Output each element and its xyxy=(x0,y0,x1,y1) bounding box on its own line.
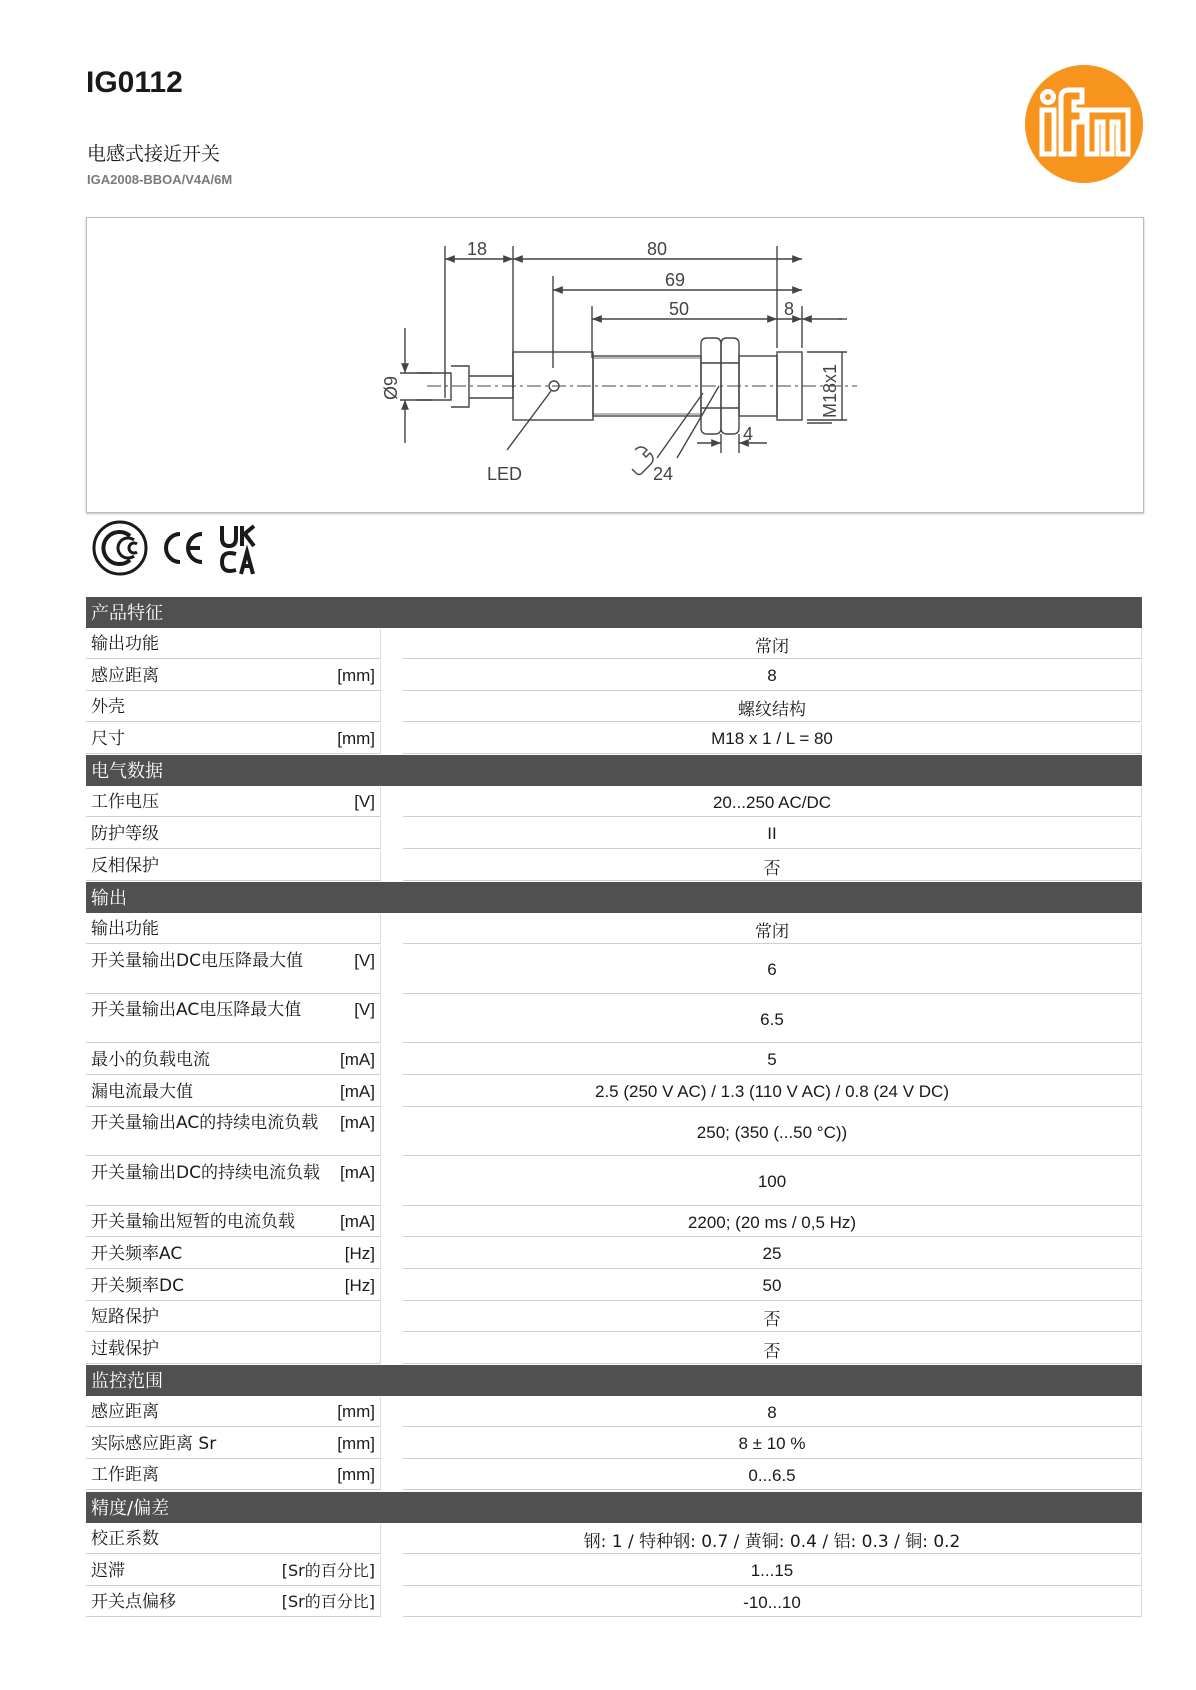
row-unit: [mm] xyxy=(337,728,375,748)
row-label-cell xyxy=(86,1077,381,1107)
dim-diameter: Ø9 xyxy=(381,375,401,400)
row-label: 开关量输出AC的持续电流负载 xyxy=(91,1113,319,1134)
ifm-logo xyxy=(1024,64,1144,184)
row-label-cell xyxy=(86,1271,381,1301)
led-label: LED xyxy=(487,464,523,484)
product-title: IG0112 xyxy=(86,66,183,99)
table-row xyxy=(86,1587,1142,1617)
section-header: 电气数据 xyxy=(86,755,1142,786)
row-label: 开关量输出AC电压降最大值 xyxy=(91,1000,302,1021)
row-label: 实际感应距离 Sr xyxy=(91,1433,217,1454)
dim-8: 8 xyxy=(784,299,795,319)
product-code: IGA2008-BBOA/V4A/6M xyxy=(87,172,233,187)
table-row xyxy=(86,1108,1142,1156)
row-label-cell xyxy=(86,1524,381,1554)
row-value: 2200; (20 ms / 0,5 Hz) xyxy=(403,1207,1142,1237)
row-value: 25 xyxy=(403,1239,1142,1269)
row-label-cell xyxy=(86,1045,381,1075)
row-label-cell xyxy=(86,787,381,817)
row-label: 输出功能 xyxy=(91,634,159,654)
ccc-mark-icon xyxy=(94,522,146,574)
product-subtitle: 电感式接近开关 xyxy=(87,143,221,165)
row-value: 0...6.5 xyxy=(403,1460,1142,1490)
row-value: 100 xyxy=(403,1158,1142,1206)
table-row xyxy=(86,1077,1142,1107)
row-unit: [V] xyxy=(354,1000,375,1020)
row-value: 螺纹结构 xyxy=(403,692,1142,722)
row-value: 否 xyxy=(403,1302,1142,1332)
row-value: 50 xyxy=(403,1271,1142,1301)
row-value: II xyxy=(403,819,1142,849)
row-unit: [mA] xyxy=(340,1049,375,1069)
table-row xyxy=(86,1207,1142,1237)
dim-69: 69 xyxy=(665,270,686,290)
row-value: 钢: 1 / 特种钢: 0.7 / 黄铜: 0.4 / 铝: 0.3 / 铜: 0.2 xyxy=(403,1524,1142,1554)
table-row xyxy=(86,946,1142,994)
dim-4: 4 xyxy=(743,424,754,444)
row-label-cell xyxy=(86,946,381,994)
row-unit: [mm] xyxy=(337,1465,375,1485)
row-label: 感应距离 xyxy=(91,665,159,686)
section-header: 精度/偏差 xyxy=(86,1492,1142,1523)
dim-80: 80 xyxy=(647,239,668,259)
row-label: 过载保护 xyxy=(91,1338,159,1359)
row-label: 感应距离 xyxy=(91,1402,159,1423)
row-label-cell xyxy=(86,1556,381,1586)
table-row xyxy=(86,1334,1142,1364)
thread-label: M18x1 xyxy=(820,363,840,418)
row-label: 开关点偏移 xyxy=(91,1592,176,1613)
row-label: 漏电流最大值 xyxy=(91,1081,193,1102)
table-row xyxy=(86,1239,1142,1269)
row-label-cell xyxy=(86,1429,381,1459)
specifications-table xyxy=(86,597,1142,1613)
table-row xyxy=(86,661,1142,691)
row-label: 开关量输出DC的持续电流负载 xyxy=(91,1162,320,1183)
row-value: 常闭 xyxy=(403,629,1142,659)
table-row xyxy=(86,1429,1142,1459)
row-label: 工作电压 xyxy=(91,792,159,813)
row-unit: [V] xyxy=(354,792,375,812)
row-value: 6 xyxy=(403,946,1142,994)
row-label-cell xyxy=(86,629,381,659)
row-unit: [mA] xyxy=(340,1162,375,1182)
row-label-cell xyxy=(86,661,381,691)
table-row xyxy=(86,1045,1142,1075)
table-row xyxy=(86,1302,1142,1332)
row-label: 开关量输出短暂的电流负载 xyxy=(91,1212,295,1233)
row-value: M18 x 1 / L = 80 xyxy=(403,724,1142,754)
row-unit: [mm] xyxy=(337,665,375,685)
row-label: 校正系数 xyxy=(91,1529,159,1550)
row-unit: [mm] xyxy=(337,1433,375,1453)
row-label: 开关频率DC xyxy=(91,1275,184,1296)
table-row xyxy=(86,914,1142,944)
row-label-cell xyxy=(86,1587,381,1617)
row-value: 常闭 xyxy=(403,914,1142,944)
row-value: 1...15 xyxy=(403,1556,1142,1586)
table-row xyxy=(86,787,1142,817)
table-row xyxy=(86,1460,1142,1490)
row-unit: [mA] xyxy=(340,1113,375,1133)
certification-marks xyxy=(90,518,280,578)
wrench-size: 24 xyxy=(653,464,674,484)
row-label: 工作距离 xyxy=(91,1465,159,1486)
dim-50: 50 xyxy=(669,299,690,319)
table-row xyxy=(86,1271,1142,1301)
row-label: 防护等级 xyxy=(91,823,159,844)
row-value: 8 xyxy=(403,661,1142,691)
section-header: 监控范围 xyxy=(86,1365,1142,1396)
ukca-mark-icon xyxy=(222,526,254,574)
row-unit: [Sr的百分比] xyxy=(281,1592,375,1612)
row-label-cell xyxy=(86,724,381,754)
row-value: 6.5 xyxy=(403,995,1142,1043)
row-label-cell xyxy=(86,1302,381,1332)
row-unit: [Sr的百分比] xyxy=(281,1560,375,1580)
row-label: 迟滞 xyxy=(91,1560,125,1581)
section-header: 产品特征 xyxy=(86,597,1142,628)
table-row xyxy=(86,851,1142,881)
table-row xyxy=(86,724,1142,754)
row-unit: [mm] xyxy=(337,1402,375,1422)
row-value: 8 ± 10 % xyxy=(403,1429,1142,1459)
dimension-drawing xyxy=(86,217,1144,513)
row-label-cell xyxy=(86,1397,381,1427)
row-value: 8 xyxy=(403,1397,1142,1427)
row-label-cell xyxy=(86,1207,381,1237)
table-row xyxy=(86,1524,1142,1554)
row-label: 开关量输出DC电压降最大值 xyxy=(91,950,303,971)
row-label-cell xyxy=(86,819,381,849)
table-row xyxy=(86,819,1142,849)
row-unit: [mA] xyxy=(340,1081,375,1101)
row-label-cell xyxy=(86,851,381,881)
table-row xyxy=(86,1556,1142,1586)
row-label-cell xyxy=(86,1239,381,1269)
row-value: 5 xyxy=(403,1045,1142,1075)
row-label: 尺寸 xyxy=(91,728,125,749)
row-label-cell xyxy=(86,1108,381,1156)
row-label: 反相保护 xyxy=(91,855,159,876)
row-label-cell xyxy=(86,692,381,722)
row-value: -10...10 xyxy=(403,1587,1142,1617)
row-unit: [mA] xyxy=(340,1212,375,1232)
section-header: 输出 xyxy=(86,882,1142,913)
row-unit: [V] xyxy=(354,950,375,970)
row-label-cell xyxy=(86,914,381,944)
row-label: 外壳 xyxy=(91,697,125,718)
row-value: 否 xyxy=(403,851,1142,881)
table-row xyxy=(86,995,1142,1043)
row-value: 20...250 AC/DC xyxy=(403,787,1142,817)
row-label-cell xyxy=(86,1460,381,1490)
table-row xyxy=(86,629,1142,659)
table-row xyxy=(86,1397,1142,1427)
row-label-cell xyxy=(86,995,381,1043)
row-label-cell xyxy=(86,1334,381,1364)
table-row xyxy=(86,692,1142,722)
row-label: 输出功能 xyxy=(91,919,159,940)
row-value: 否 xyxy=(403,1334,1142,1364)
row-value: 250; (350 (...50 °C)) xyxy=(403,1108,1142,1156)
row-unit: [Hz] xyxy=(344,1275,375,1295)
row-label: 开关频率AC xyxy=(91,1243,183,1264)
dim-18: 18 xyxy=(467,239,488,259)
row-label-cell xyxy=(86,1158,381,1206)
row-label: 短路保护 xyxy=(91,1307,159,1328)
row-unit: [Hz] xyxy=(344,1243,375,1263)
ce-mark-icon xyxy=(166,534,202,562)
row-value: 2.5 (250 V AC) / 1.3 (110 V AC) / 0.8 (24 V DC) xyxy=(403,1077,1142,1107)
row-label: 最小的负载电流 xyxy=(91,1049,210,1070)
table-row xyxy=(86,1158,1142,1206)
